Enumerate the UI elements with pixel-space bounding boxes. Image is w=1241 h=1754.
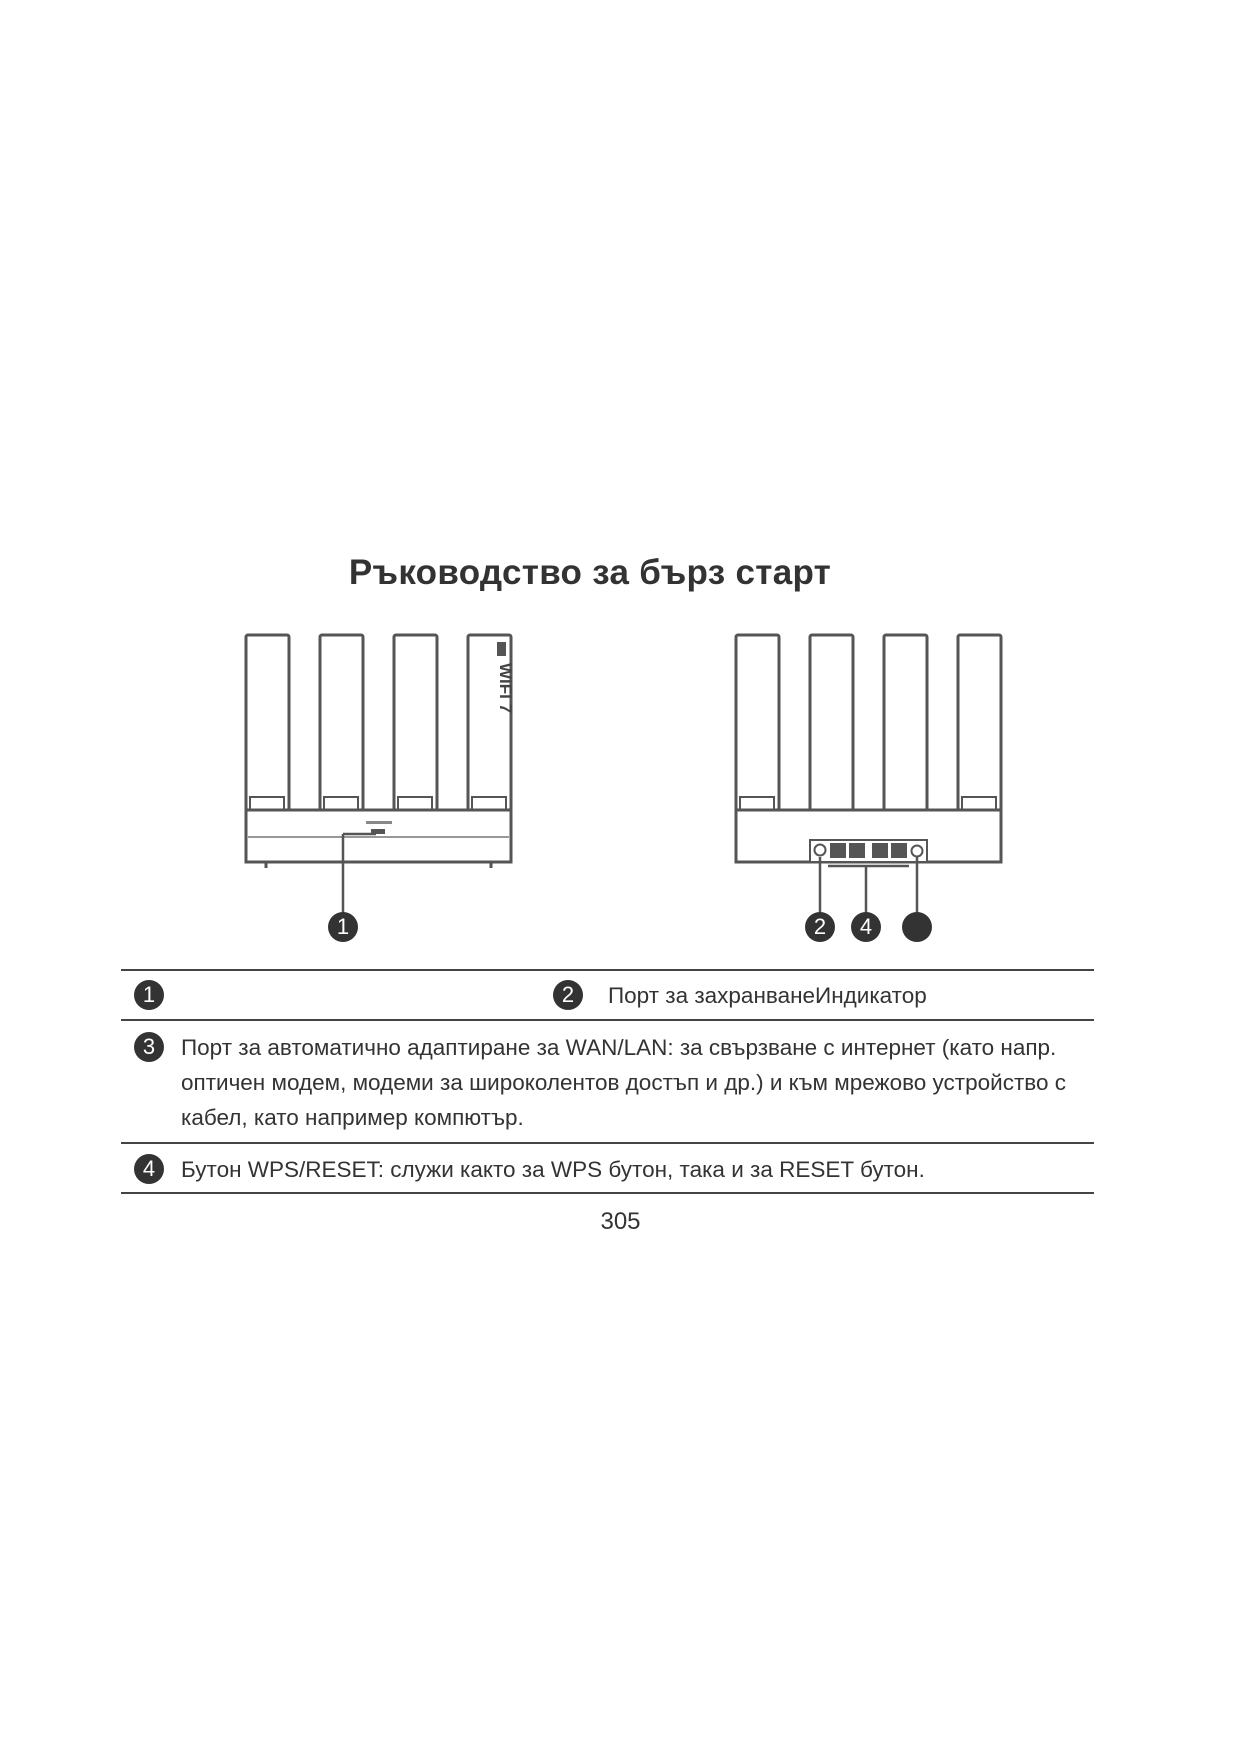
- page-number: 305: [600, 1208, 641, 1235]
- row-2-text: Порт за захранванеИндикатор: [608, 983, 927, 1008]
- antenna: [320, 635, 363, 810]
- lan-port: [891, 843, 907, 858]
- row-badge-2: 2: [553, 980, 583, 1010]
- lan-port: [872, 843, 888, 858]
- table-rule-top: [121, 969, 1094, 971]
- antenna: [468, 635, 511, 810]
- wifi-brand-label: WIFI 7: [496, 663, 515, 714]
- power-port: [815, 845, 826, 856]
- row-badge-1: 1: [134, 980, 164, 1010]
- table-rule: [121, 1142, 1094, 1144]
- row-3-line-3: кабел, като например компютър.: [181, 1105, 524, 1130]
- page-title: Ръководство за бърз старт: [348, 553, 832, 592]
- antenna: [394, 635, 437, 810]
- router-body: [246, 810, 511, 862]
- antenna: [736, 635, 779, 810]
- lan-port: [849, 843, 865, 858]
- callout-badge-4: 4: [851, 912, 881, 942]
- antenna: [958, 635, 1001, 810]
- row-badge-3: 3: [134, 1032, 164, 1062]
- wps-reset-button: [912, 846, 923, 857]
- lan-port: [830, 843, 846, 858]
- router-front-illustration: [236, 625, 526, 955]
- antenna: [246, 635, 289, 810]
- table-rule-bottom: [121, 1192, 1094, 1194]
- router-back-illustration: [726, 625, 1016, 955]
- table-rule: [121, 1019, 1094, 1021]
- row-3-line-2: оптичен модем, модеми за широколентов достъп и др.) и към мрежово устройство с: [181, 1070, 1066, 1095]
- row-badge-4: 4: [134, 1154, 164, 1184]
- callout-badge-1: 1: [328, 912, 358, 942]
- row-4-text: Бутон WPS/RESET: служи както за WPS бутон, така и за RESET бутон.: [181, 1157, 925, 1182]
- callout-badge-blank: [902, 912, 932, 942]
- row-3-line-1: Порт за автоматично адаптиране за WAN/LAN: за свързване с интернет (като напр.: [181, 1035, 1057, 1060]
- callout-badge-2: 2: [805, 912, 835, 942]
